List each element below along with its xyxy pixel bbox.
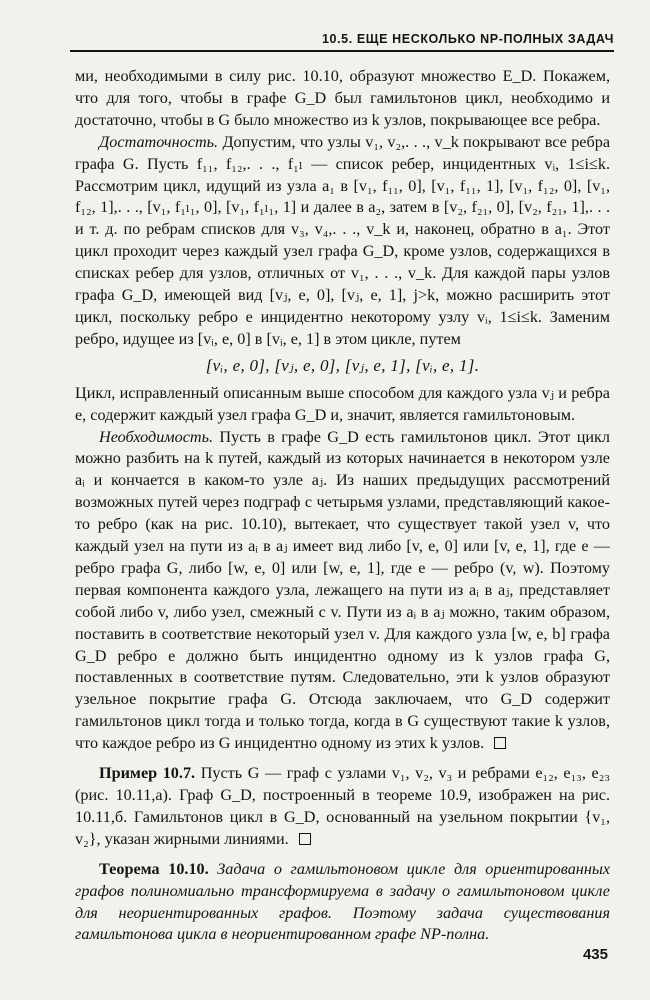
body-text bbox=[75, 66, 610, 946]
qed-box-icon bbox=[494, 737, 506, 749]
necessity-heading: Необходимость. bbox=[99, 427, 214, 446]
display-formula: [vᵢ, e, 0], [vⱼ, e, 0], [vⱼ, e, 1], [vᵢ, e, 1]. bbox=[205, 355, 480, 375]
paragraph-example bbox=[75, 763, 610, 851]
example-heading: Пример 10.7. bbox=[99, 764, 196, 783]
page-number: 435 bbox=[582, 946, 608, 963]
sufficiency-heading: Достаточность. bbox=[99, 132, 219, 151]
example-text: Пусть G — граф с узлами v₁, v₂, v₃ и ребрами e₁₂, e₁₃, e₂₃ (рис. 10.11,а). Граф G_D, построенный в теореме 10.9, изображен на рис. 10.11,б. Гамильтонов цикл в G_D, основанный на узельном покрытии {v₁, v₂}, указан жирными линиями. bbox=[75, 764, 610, 848]
qed-box-icon bbox=[299, 833, 311, 845]
paragraph-cycle-result: Цикл, исправленный описанным выше способом для каждого узла vⱼ и ребра e, содержит каждый узел графа G_D и, значит, является гамильтоновым. bbox=[75, 383, 610, 424]
paragraph-sufficiency bbox=[75, 132, 610, 351]
theorem-text: Задача о гамильтоновом цикле для ориентированных графов полиномиально трансформируема в задачу о гамильтоновом цикле для неориентированных графов. Поэтому задача существования гамильтонова цикла в неориентированном графе NP-полна. bbox=[75, 859, 610, 944]
running-title: 10.5. ЕЩЕ НЕСКОЛЬКО NP-ПОЛНЫХ ЗАДАЧ bbox=[321, 32, 614, 46]
paragraph-necessity bbox=[75, 427, 610, 756]
running-head bbox=[70, 28, 614, 52]
paragraph-intro: ми, необходимыми в силу рис. 10.10, образуют множество E_D. Покажем, что для того, чтобы в графе G_D был гамильтонов цикл, необходимо и достаточно, чтобы в G было множество из k узлов, покрывающее все ребра. bbox=[75, 67, 610, 129]
theorem-heading: Теорема 10.10. bbox=[99, 859, 209, 878]
sufficiency-text: Допустим, что узлы v₁, v₂,. . ., v_k покрывают все ребра графа G. Пусть f₁₁, f₁₂,. . ., f₁ₗ — список ребер, инцидентных vᵢ, 1≤i≤k. Рассмотрим цикл, идущий из узла a₁ в [v₁, f₁₁, 0], [v₁, f₁₁, 1], [v₁, f₁₂, 0], [v₁, f₁₂, 1],. . ., [v₁, f₁ₗ₁, 0], [v₁, f₁ₗ₁, 1] и далее в a₂, затем в [v₂, f₂₁, 0], [v₂, f₂₁, 1],. . . и т. д. по ребрам списков для v₃, v₄,. . ., v_k и, наконец, обратно в a₁. Этот цикл проходит через каждый узел графа G_D, кроме узлов, содержащихся в списках ребер для узлов, отличных от v₁, . . ., v_k. Для каждой пары узлов графа G_D, имеющей вид [vⱼ, e, 0], [vⱼ, e, 1], j>k, можно расширить этот цикл, поскольку ребро e инцидентно некоторому узлу vᵢ, 1≤i≤k. Заменим ребро, идущее из [vᵢ, e, 0] в [vᵢ, e, 1] в этом цикле, путем bbox=[75, 132, 611, 348]
paragraph-theorem bbox=[75, 859, 610, 947]
necessity-text: Пусть в графе G_D есть гамильтонов цикл. Этот цикл можно разбить на k путей, каждый из которых начинается в некотором узле aᵢ и кончается в каком-то узле aⱼ. Из наших предыдущих рассмотрений возможных путей через подграф с четырьмя узлами, представляющий какое-то ребро (как на рис. 10.10), вытекает, что существует такой узел v, что каждый узел на пути из aᵢ в aⱼ имеет вид либо [v, e, 0] или [v, e, 1], где e — ребро графа G, либо [w, e, 0] или [w, e, 1], где e — ребро (v, w). Поэтому первая компонента каждого узла, лежащего на пути из aᵢ в aⱼ, представляет собой либо v, либо узел, смежный с v. Пути из aᵢ в aⱼ можно, таким образом, поставить в соответствие некоторый узел v. Для каждого узла [w, e, b] графа G_D ребро e должно быть инцидентно одному из k узлов графа G, поставленных в соответствие путям. Следовательно, эти k узлов образуют узельное покрытие графа G. Отсюда заключаем, что G_D содержит гамильтонов цикл тогда и только тогда, когда в G существуют такие k узлов, что каждое ребро из G инцидентно одному из этих k узлов. bbox=[75, 427, 610, 753]
